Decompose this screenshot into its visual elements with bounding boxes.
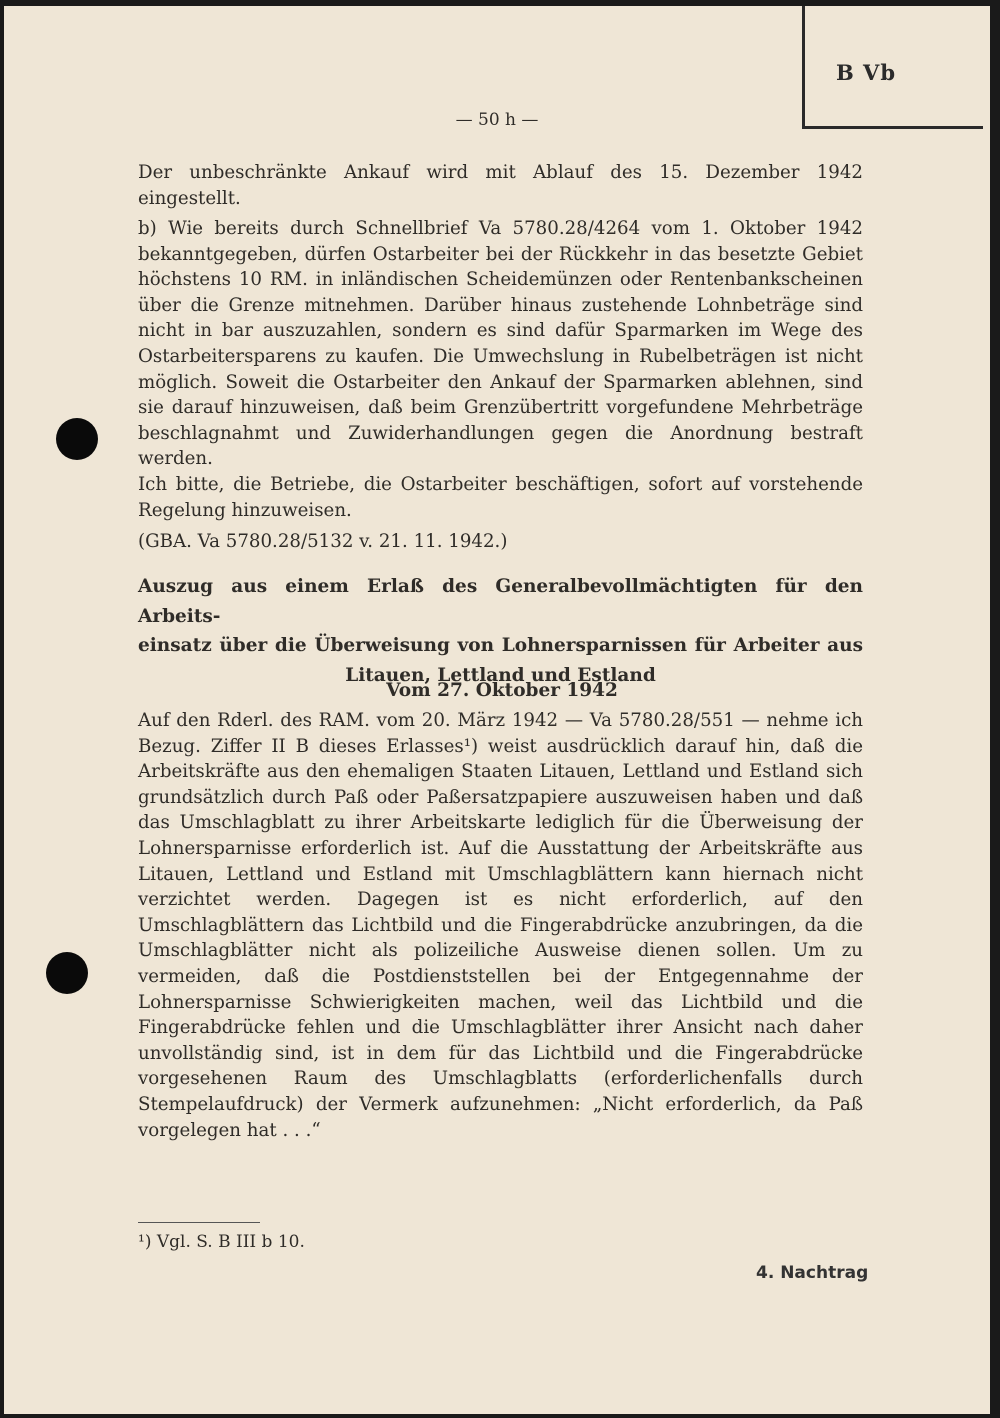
page-number: — 50 h — <box>455 110 539 130</box>
reference-line: (GBA. Va 5780.28/5132 v. 21. 11. 1942.) <box>138 531 508 552</box>
section-heading <box>138 572 863 690</box>
paragraph-body: Auf den Rderl. des RAM. vom 20. März 1942 — Va 5780.28/551 — nehme ich Bezug. Ziffer II B dieses Erlasses¹) weist ausdrücklich darauf hin, daß die Arbeitskräfte aus den ehemaligen Staaten Litauen, Lettland und Estland sich grundsätzlich durch Paß oder Paßersatzpapiere auszuweisen haben und daß das Umschlagblatt zu ihrer Arbeitskarte lediglich für die Überweisung der Lohnersparnisse erforderlich ist. Auf die Ausstattung der Arbeitskräfte aus Litauen, Lettland und Estland mit Umschlagblättern kann hiernach nicht verzichtet werden. Dagegen ist es nicht erforderlich, auf den Umschlagblättern das Lichtbild und die Fingerabdrücke anzubringen, da die Umschlagblätter nicht als polizeiliche Ausweise dienen sollen. Um zu vermeiden, daß die Postdienststellen bei der Entgegennahme der Lohnersparnisse Schwierigkeiten machen, weil das Lichtbild und die Fingerabdrücke fehlen und die Umschlagblätter ihrer Ansicht nach daher unvollständig sind, ist in dem für das Lichtbild und die Fingerabdrücke vorgesehenen Raum des Umschlagblatts (erforderlichenfalls durch Stempelaufdruck) der Vermerk aufzunehmen: „Nicht erforderlich, da Paß vorgelegen hat . . .“ <box>138 710 863 1141</box>
paragraph-b: b) Wie bereits durch Schnellbrief Va 5780.28/4264 vom 1. Oktober 1942 bekanntgegeben, dürfen Ostarbeiter bei der Rückkehr in das besetzte Gebiet höchstens 10 RM. in inländischen Scheidemünzen oder Rentenbankscheinen über die Grenze mitnehmen. Darüber hinaus zustehende Lohnbeträge sind nicht in bar auszuzahlen, sondern es sind dafür Sparmarken im Wege des Ostarbeitersparens zu kaufen. Die Umwechslung in Rubelbeträgen ist nicht möglich. Soweit die Ostarbeiter den Ankauf der Sparmarken ablehnen, sind sie darauf hinzuweisen, daß beim Grenzübertritt vorgefundene Mehrbeträge beschlagnahmt und Zuwiderhandlungen gegen die Anordnung bestraft werden. <box>138 218 863 470</box>
decree-date: Vom 27. Oktober 1942 <box>386 680 618 701</box>
heading-line: Litauen, Lettland und Estland <box>345 664 656 686</box>
section-label: B Vb <box>836 60 897 85</box>
paragraph-request: Ich bitte, die Betriebe, die Ostarbeiter beschäftigen, sofort auf vorstehende Regelung hinzuweisen. <box>138 474 863 521</box>
punch-hole <box>46 952 88 994</box>
paragraph-intro: Der unbeschränkte Ankauf wird mit Ablauf des 15. Dezember 1942 eingestellt. <box>138 162 863 209</box>
heading-line: einsatz über die Überweisung von Lohnersparnissen für Arbeiter aus <box>138 635 863 656</box>
footnote-rule <box>138 1222 260 1223</box>
punch-hole <box>56 418 98 460</box>
heading-line: Auszug aus einem Erlaß des Generalbevollmächtigten für den Arbeits- <box>138 576 863 627</box>
supplement-label: 4. Nachtrag <box>756 1263 869 1283</box>
footnote: ¹) Vgl. S. B III b 10. <box>138 1232 305 1252</box>
document-page <box>4 6 990 1414</box>
